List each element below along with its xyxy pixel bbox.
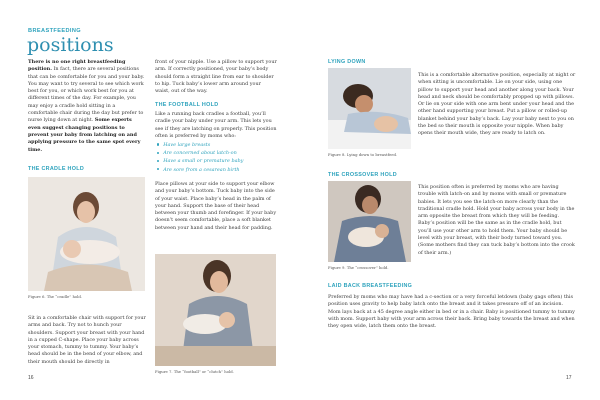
lying-down-photo (328, 68, 411, 149)
cradle-hold-photo (28, 177, 145, 291)
football-bullet-list (157, 141, 243, 174)
football-hold-photo (155, 254, 276, 366)
section-kicker: BREASTFEEDING (28, 28, 82, 34)
intro-text: In fact, there are several positions that can be comfortable for you and your baby. You may want to try several to see which work best for you, or which work best for you at different times of the day. For example, you may enjoy a cradle hold sitting in a comfortable chair during the day but prefer to nurse lying down at night. (28, 66, 145, 124)
intro-bold: There is no one right breastfeeding position. (28, 59, 126, 73)
page-number-right: 17 (566, 375, 572, 381)
bullet-item: Have large breasts (157, 141, 243, 149)
cradle-caption: Figure 6. The “cradle” hold. (28, 294, 83, 299)
laidback-text: Preferred by moms who may have had a c-section or a very forceful letdown (baby gags often) this position uses gravity to help baby latch onto the breast and it takes pressure off of an incision. Mom lays back at a 45 degree angle either in bed or in a chair. Baby is positioned tummy to tummy with mom. Support baby with your arm across their back. Bring baby towards the breast and when they open wide, latch them onto the breast. (328, 294, 575, 330)
football-text: Like a running back cradles a football, you’ll cradle your baby under your arm. This lets you see if they are latching on properly. This position often is preferred by moms who: (155, 111, 277, 139)
crossover-hold-photo (328, 181, 411, 262)
lying-caption: Figure 8. Lying down to breastfeed. (328, 152, 398, 157)
crossover-text: This position often is preferred by moms who are having trouble with latch-on and by moms with small or premature babies. It lets you see the latch-on more clearly than the traditional cradle hold. Hold your baby across your body in the arm opposite the breast from which they will be feeding. Baby’s position will be the same as in the cradle hold, but you’ll use your other arm to hold them. Your baby should be level with your breast, with their body turned toward you. (Some mothers find they can tuck baby’s bottom into the crook of their arm.) (418, 184, 575, 256)
lying-text: This is a comfortable alternative position, especially at night or when sitting is uncomfortable. Lie on your side, using one pillow to support your head and another along your back. Your head and neck should be comfortably propped up with pillows. Or lie on your side with one arm bent under your head and the other hand supporting your breast. Put a pillow or rolled-up blanket behind your baby’s back. Lay your baby next to you on the bed so their mouth is opposite your nipple. When baby opens their mouth wide, they are ready to latch on. (418, 72, 576, 137)
crossover-caption: Figure 9. The “crossover” hold. (328, 265, 389, 270)
intro-paragraph (28, 59, 146, 154)
page-title: positions (27, 34, 114, 56)
crossover-heading: THE CROSSOVER HOLD (328, 172, 397, 178)
lying-heading: LYING DOWN (328, 59, 366, 65)
football-heading: THE FOOTBALL HOLD (155, 102, 219, 108)
football-caption: Figure 7. The “football” or “clutch” hold. (155, 369, 234, 374)
page-number-left: 16 (28, 375, 34, 381)
bullet-item: Have a small or premature baby (157, 157, 243, 165)
cradle-heading: THE CRADLE HOLD (28, 166, 85, 172)
cradle-text: Sit in a comfortable chair with support for your arms and back. Try not to hunch your shoulders. Support your breast with your hand in a cupped C-shape. Place your baby across your stomach, tummy to tummy. Your baby’s head should be in the bend of your elbow, and their mouth should be directly in (28, 315, 146, 365)
intro-bold-2: Some experts even suggest changing positions to prevent your baby from latching on and applying pressure to the same spot every time. (28, 117, 141, 153)
bullet-item: Are sore from a cesarean birth (157, 166, 243, 174)
bullet-item: Are concerned about latch-on (157, 149, 243, 157)
laidback-heading: LAID BACK BREASTFEEDING (328, 283, 413, 289)
cradle-continued-text: front of your nipple. Use a pillow to support your arm. If correctly positioned, your baby’s body should form a straight line from ear to shoulder to hip. Tuck baby’s lower arm around your waist, out of the way. (155, 59, 277, 95)
football-text-2: Place pillows at your side to support your elbow and your baby’s bottom. Tuck baby into the side of your waist. Place baby’s head in the palm of your hand. Support the base of their head between your thumb and forefinger. If your baby doesn’t seem comfortable, place a soft blanket between your hand and their head for padding. (155, 181, 277, 231)
